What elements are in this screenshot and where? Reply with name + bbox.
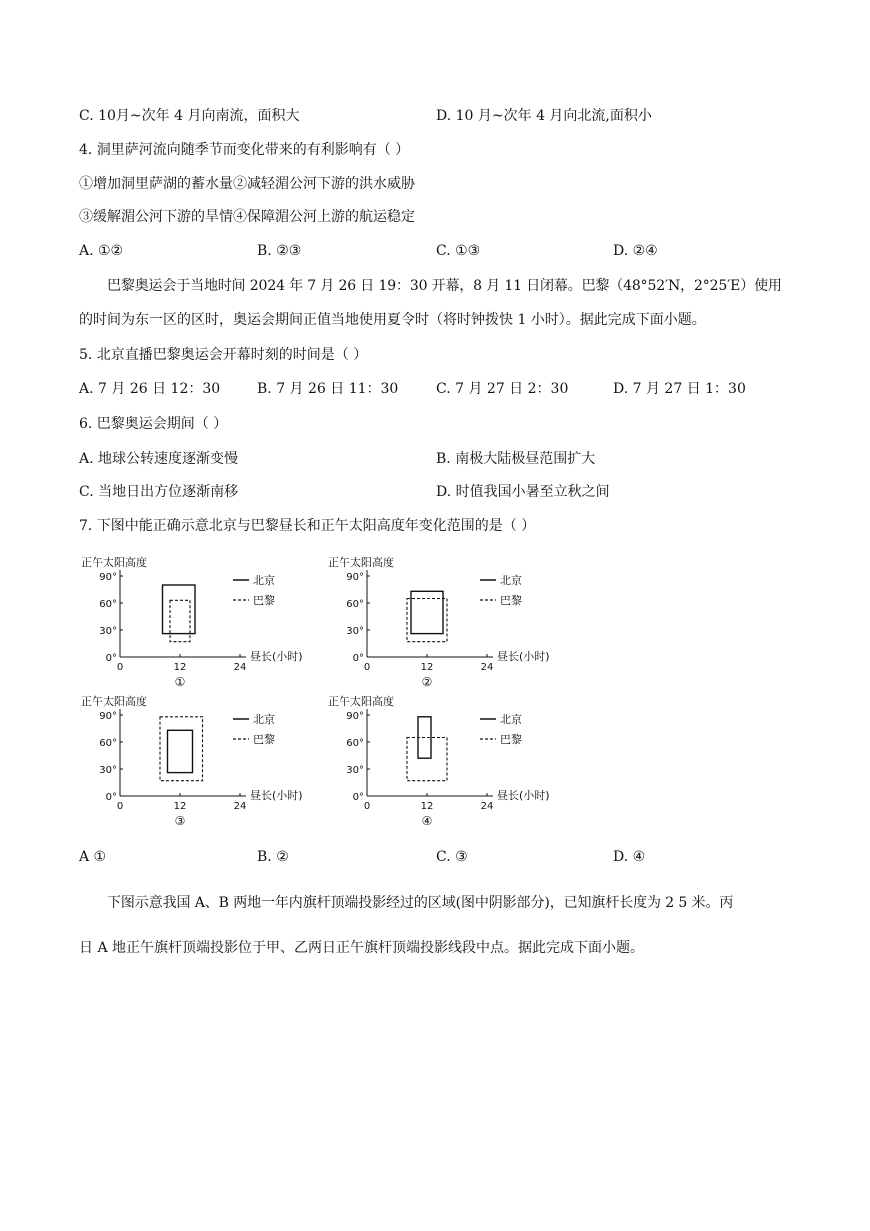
beijing-range-rect <box>168 730 193 772</box>
x-tick-label: 0 <box>116 801 124 812</box>
x-tick-label: 0 <box>116 662 124 673</box>
x-tick-label: 24 <box>480 662 494 673</box>
legend-beijing-label: 北京 <box>500 713 522 726</box>
q4-option-d[interactable]: D. ②④ <box>613 243 658 259</box>
chart-panel-3 <box>76 689 316 829</box>
panel-number: ③ <box>174 814 186 828</box>
q4-stem: 4. 洞里萨河流向随季节而变化带来的有利影响有（ ） <box>79 142 410 158</box>
legend-beijing-label: 北京 <box>253 713 275 726</box>
legend-beijing-label: 北京 <box>500 574 522 587</box>
flagpole-passage-line-1: 下图示意我国 A、B 两地一年内旗杆顶端投影经过的区域(图中阴影部分)，已知旗杆长度为 2 5 米。丙 <box>107 895 734 911</box>
y-tick-label: 0° <box>105 653 117 664</box>
y-tick-label: 60° <box>99 599 117 610</box>
q6-option-b[interactable]: B. 南极大陆极昼范围扩大 <box>436 451 596 467</box>
y-tick-label: 0° <box>352 653 364 664</box>
q6-stem: 6. 巴黎奥运会期间（ ） <box>79 416 228 432</box>
q3-option-d[interactable]: D. 10 月~次年 4 月向北流,面积小 <box>436 108 652 124</box>
q5-stem: 5. 北京直播巴黎奥运会开幕时刻的时间是（ ） <box>79 347 368 363</box>
x-tick-label: 12 <box>173 662 187 673</box>
y-tick-label: 90° <box>346 711 364 722</box>
q6-option-a[interactable]: A. 地球公转速度逐渐变慢 <box>79 451 239 467</box>
legend-paris-label: 巴黎 <box>253 733 275 746</box>
y-axis-title: 正午太阳高度 <box>81 556 147 569</box>
q5-option-c[interactable]: C. 7 月 27 日 2：30 <box>436 381 569 397</box>
q4-option-c[interactable]: C. ①③ <box>436 243 481 259</box>
y-tick-label: 60° <box>346 599 364 610</box>
x-tick-label: 24 <box>480 801 494 812</box>
x-tick-label: 12 <box>420 801 434 812</box>
legend-paris-label: 巴黎 <box>253 594 275 607</box>
y-tick-label: 90° <box>99 711 117 722</box>
x-axis-title: 昼长(小时) <box>497 650 550 663</box>
panel-number: ④ <box>421 814 433 828</box>
q7-option-c[interactable]: C. ③ <box>436 849 468 865</box>
q6-option-d[interactable]: D. 时值我国小暑至立秋之间 <box>436 484 610 500</box>
panel-number: ② <box>421 675 433 689</box>
paris-passage-line-2: 的时间为东一区的区时，奥运会期间正值当地使用夏令时（将时钟拨快 1 小时）。据此完成下面小题。 <box>79 312 706 328</box>
q7-option-b[interactable]: B. ② <box>257 849 289 865</box>
q4-option-a[interactable]: A. ①② <box>79 243 124 259</box>
beijing-range-rect <box>411 591 443 633</box>
x-axis-title: 昼长(小时) <box>497 789 550 802</box>
legend-beijing-label: 北京 <box>253 574 275 587</box>
flagpole-passage-line-2: 日 A 地正午旗杆顶端投影位于甲、乙两日正午旗杆顶端投影线段中点。据此完成下面小题。 <box>79 940 645 956</box>
paris-range-rect <box>407 599 447 642</box>
x-axis-title: 昼长(小时) <box>250 789 303 802</box>
q3-option-c[interactable]: C. 10月~次年 4 月向南流，面积大 <box>79 108 300 124</box>
y-tick-label: 60° <box>346 738 364 749</box>
q7-option-d[interactable]: D. ④ <box>613 849 646 865</box>
q7-option-a[interactable]: A ① <box>79 849 107 865</box>
y-tick-label: 30° <box>99 626 117 637</box>
q6-option-c[interactable]: C. 当地日出方位逐渐南移 <box>79 484 239 500</box>
paris-passage-line-1: 巴黎奥运会于当地时间 2024 年 7 月 26 日 19：30 开幕，8 月 11 日闭幕。巴黎（48°52′N，2°25′E）使用 <box>107 278 782 294</box>
x-tick-label: 24 <box>233 801 247 812</box>
q5-option-d[interactable]: D. 7 月 27 日 1：30 <box>613 381 746 397</box>
paris-range-rect <box>407 738 447 781</box>
y-tick-label: 0° <box>105 792 117 803</box>
y-tick-label: 60° <box>99 738 117 749</box>
panel-number: ① <box>174 675 186 689</box>
q4-option-b[interactable]: B. ②③ <box>257 243 302 259</box>
q4-statement-1: ①增加洞里萨湖的蓄水量②减轻湄公河下游的洪水威胁 <box>79 176 415 192</box>
x-tick-label: 12 <box>420 662 434 673</box>
x-axis-title: 昼长(小时) <box>250 650 303 663</box>
y-axis-title: 正午太阳高度 <box>328 556 394 569</box>
paris-range-rect <box>170 600 190 641</box>
y-tick-label: 30° <box>346 626 364 637</box>
y-tick-label: 90° <box>99 572 117 583</box>
y-tick-label: 90° <box>346 572 364 583</box>
y-tick-label: 30° <box>346 765 364 776</box>
x-tick-label: 0 <box>363 801 371 812</box>
chart-panel-2 <box>323 550 563 690</box>
legend-paris-label: 巴黎 <box>500 594 522 607</box>
x-tick-label: 24 <box>233 662 247 673</box>
paris-range-rect <box>160 717 203 781</box>
y-tick-label: 30° <box>99 765 117 776</box>
q7-stem: 7. 下图中能正确示意北京与巴黎昼长和正午太阳高度年变化范围的是（ ） <box>79 518 536 534</box>
y-axis-title: 正午太阳高度 <box>81 695 147 708</box>
x-tick-label: 0 <box>363 662 371 673</box>
y-axis-title: 正午太阳高度 <box>328 695 394 708</box>
legend-paris-label: 巴黎 <box>500 733 522 746</box>
y-tick-label: 0° <box>352 792 364 803</box>
chart-panel-1 <box>76 550 316 690</box>
q4-statement-2: ③缓解湄公河下游的旱情④保障湄公河上游的航运稳定 <box>79 209 415 225</box>
x-tick-label: 12 <box>173 801 187 812</box>
q5-option-a[interactable]: A. 7 月 26 日 12：30 <box>79 381 221 397</box>
q5-option-b[interactable]: B. 7 月 26 日 11：30 <box>257 381 399 397</box>
chart-panel-4 <box>323 689 563 829</box>
